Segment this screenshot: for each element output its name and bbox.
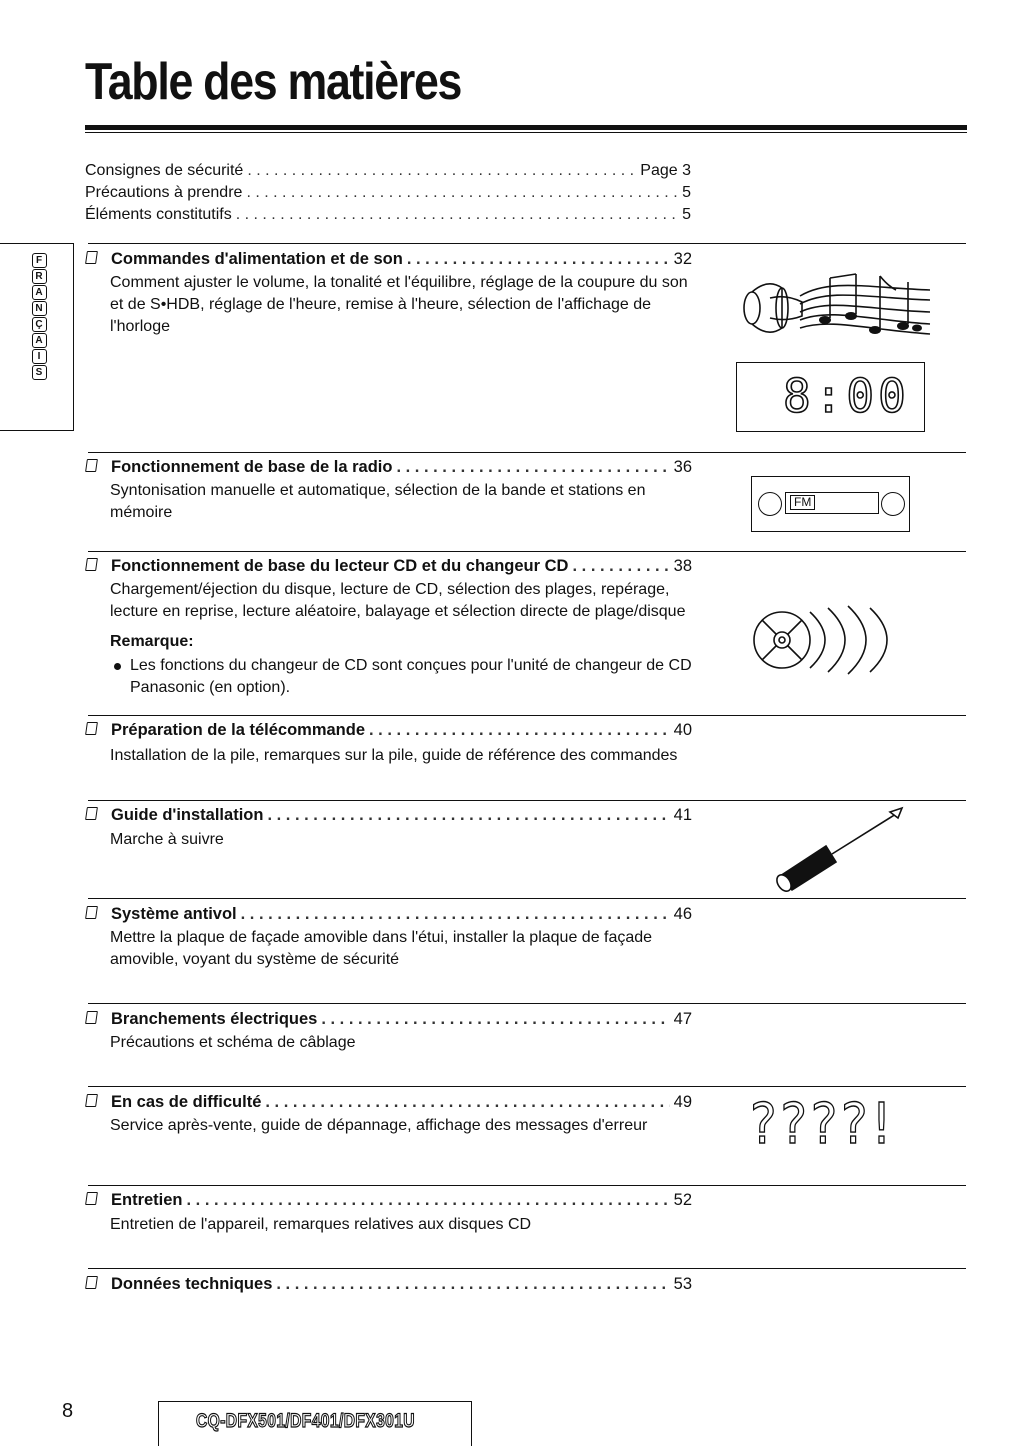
section-divider [88, 800, 966, 801]
section-page: 52 [673, 1191, 692, 1209]
radio-faceplate-icon [751, 476, 910, 532]
toc-entry-label: Précautions à prendre [85, 184, 243, 201]
section-heading[interactable] [86, 905, 692, 929]
music-speaker-icon [730, 268, 940, 358]
question-marks-text: ????! [750, 1092, 896, 1157]
dot-leader [241, 905, 670, 924]
screwdriver-icon [770, 804, 910, 894]
dot-leader [246, 184, 677, 202]
toc-entry[interactable] [85, 184, 691, 206]
dot-leader [187, 1191, 670, 1210]
checkbox-bullet-icon [85, 1192, 98, 1205]
dot-leader [267, 806, 669, 825]
title-rule-thin [85, 132, 967, 133]
section-heading[interactable] [86, 806, 692, 830]
checkbox-bullet-icon [85, 1276, 98, 1289]
question-marks-icon [750, 1092, 922, 1172]
section-page: 49 [673, 1093, 692, 1111]
section-description: Précautions et schéma de câblage [110, 1034, 356, 1051]
section-heading[interactable] [86, 1093, 692, 1117]
dot-leader [396, 458, 669, 477]
section-title: Entretien [111, 1191, 183, 1209]
toc-entry-page: Page 3 [640, 162, 691, 179]
section-divider [88, 452, 966, 453]
section-description: Syntonisation manuelle et automatique, sélection de la bande et stations en mémoire [110, 482, 646, 521]
section-page: 47 [673, 1010, 692, 1028]
section-page: 41 [673, 806, 692, 824]
clock-display-icon [736, 362, 925, 432]
section-page: 36 [673, 458, 692, 476]
section-divider [88, 1185, 966, 1186]
toc-entry-label: Consignes de sécurité [85, 162, 244, 179]
section-heading[interactable] [86, 721, 692, 745]
dot-leader [276, 1275, 669, 1294]
section-description: Chargement/éjection du disque, lecture de CD, sélection des plages, repérage, lecture en reprise, lecture aléatoire, balayage et sélection directe de plage/disque [110, 581, 686, 620]
checkbox-bullet-icon [85, 807, 98, 820]
section-divider [88, 898, 966, 899]
bullet-dot-icon [114, 663, 121, 670]
checkbox-bullet-icon [85, 251, 98, 264]
page-number: 8 [62, 1400, 74, 1422]
section-heading[interactable] [86, 458, 692, 482]
page-title: Table des matières [85, 53, 462, 111]
section-description: Installation de la pile, remarques sur la pile, guide de référence des commandes [110, 747, 678, 764]
model-name: CQ-DFX501/DF401/DFX301U [196, 1411, 415, 1432]
section-heading[interactable] [86, 250, 692, 274]
radio-band-label: FM [790, 495, 815, 510]
section-divider [88, 1086, 966, 1087]
dot-leader [321, 1010, 669, 1029]
section-divider [88, 243, 966, 244]
section-divider [88, 1268, 966, 1269]
dot-leader [369, 721, 670, 740]
section-page: 46 [673, 905, 692, 923]
section-divider [88, 1003, 966, 1004]
toc-entry[interactable] [85, 162, 691, 184]
section-heading[interactable] [86, 1275, 692, 1299]
checkbox-bullet-icon [85, 558, 98, 571]
dot-leader [236, 206, 677, 224]
section-description: Comment ajuster le volume, la tonalité et l'équilibre, réglage de la coupure du son et de S•HDB, réglage de l'heure, remise à l'heure, sélection de l'affichage de l'horloge [110, 274, 688, 335]
clock-display-value: 8:00 [783, 369, 910, 423]
toc-entry[interactable] [85, 206, 691, 228]
section-page: 32 [673, 250, 692, 268]
dot-leader [265, 1093, 669, 1112]
note-item [114, 655, 714, 699]
section-title: Fonctionnement de base de la radio [111, 458, 393, 476]
section-title: Données techniques [111, 1275, 273, 1293]
section-title: En cas de difficulté [111, 1093, 262, 1111]
checkbox-bullet-icon [85, 906, 98, 919]
toc-entry-page: 5 [682, 206, 691, 223]
note-text: Les fonctions du changeur de CD sont conçues pour l'unité de changeur de CD Panasonic (en option). [130, 657, 692, 696]
cd-disc-icon [748, 600, 918, 680]
section-title: Branchements électriques [111, 1010, 318, 1028]
section-description: Marche à suivre [110, 831, 224, 848]
checkbox-bullet-icon [85, 1094, 98, 1107]
section-description: Mettre la plaque de façade amovible dans l'étui, installer la plaque de façade amovible, voyant du système de sécurité [110, 929, 653, 968]
section-heading[interactable] [86, 1010, 692, 1034]
dot-leader [247, 162, 636, 180]
checkbox-bullet-icon [85, 1011, 98, 1024]
section-heading[interactable] [86, 557, 692, 581]
note-title: Remarque: [110, 633, 194, 650]
title-rule [85, 125, 967, 130]
section-heading[interactable] [86, 1191, 692, 1215]
checkbox-bullet-icon [85, 722, 98, 735]
section-title: Préparation de la télécommande [111, 721, 366, 739]
language-tab-label: F R A N Ç A I S [30, 252, 48, 381]
section-page: 38 [673, 557, 692, 575]
section-title: Guide d'installation [111, 806, 264, 824]
section-page: 40 [673, 721, 692, 739]
section-divider [88, 715, 966, 716]
section-divider [88, 551, 966, 552]
toc-entry-page: 5 [682, 184, 691, 201]
toc-entry-label: Éléments constitutifs [85, 206, 232, 223]
section-description: Entretien de l'appareil, remarques relatives aux disques CD [110, 1216, 532, 1233]
dot-leader [572, 557, 669, 576]
section-page: 53 [673, 1275, 692, 1293]
checkbox-bullet-icon [85, 459, 98, 472]
section-title: Système antivol [111, 905, 237, 923]
dot-leader [407, 250, 670, 269]
section-description: Service après-vente, guide de dépannage, affichage des messages d'erreur [110, 1117, 648, 1134]
section-title: Commandes d'alimentation et de son [111, 250, 403, 268]
section-title: Fonctionnement de base du lecteur CD et du changeur CD [111, 557, 569, 575]
